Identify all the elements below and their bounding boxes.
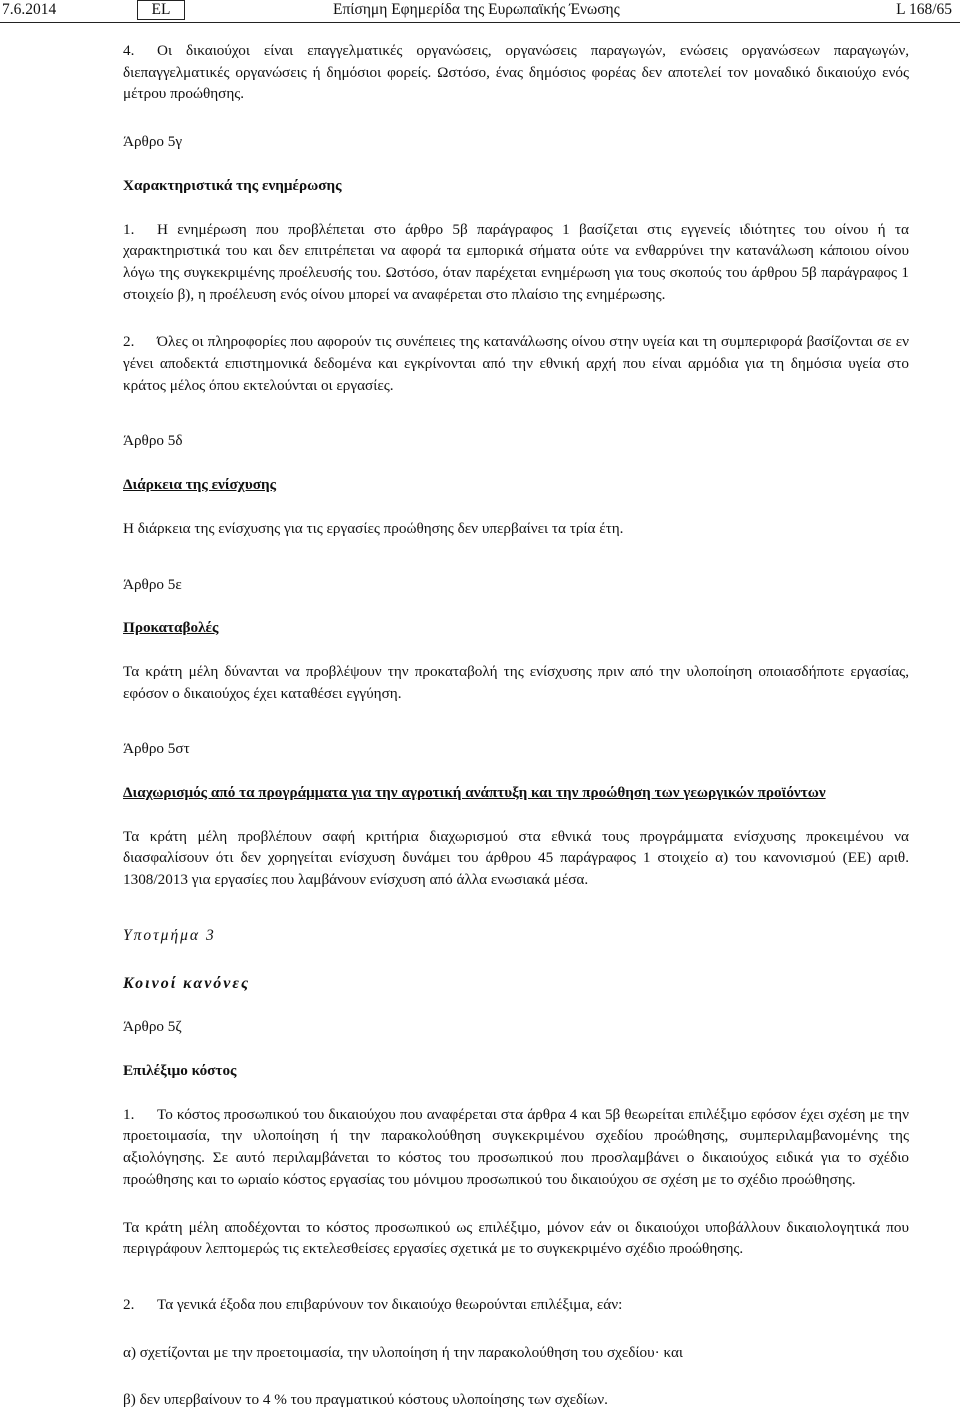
article-5st-text: Τα κράτη μέλη προβλέπουν σαφή κριτήρια διαχωρισμού στα εθνικά τους προγράμματα ενίσχυσης προκειμένου να διασφαλίσουν ότι δεν χορηγείται ενίσχυση δυνάμει του άρθρου 45 παράγραφος 1 στοιχείο α) του κανονισμού (ΕΕ) αριθ. 1308/2013 για εργασίες που λαμβάνουν ενίσχυση από άλλα ενωσιακά μέσα. bbox=[123, 827, 909, 889]
article-5z-para-1b: Τα κράτη μέλη αποδέχονται το κόστος προσωπικού ως επιλέξιμο, μόνον εάν οι δικαιούχοι υποβάλλουν δικαιολογητικά που περιγράφουν λεπτομερώς τις εκτελεσθείσες εργασίες σχετικά με το συγκεκριμένο σχέδιο προώθησης. bbox=[123, 1218, 909, 1258]
header-date: 7.6.2014 bbox=[2, 1, 57, 18]
paragraph-text: Τα γενικά έξοδα που επιβαρύνουν τον δικαιούχο θεωρούνται επιλέξιμα, εάν: bbox=[157, 1295, 623, 1313]
page-header bbox=[0, 0, 960, 23]
header-page-number: L 168/65 bbox=[896, 1, 952, 18]
paragraph-text: Όλες οι πληροφορίες που αφορούν τις συνέπειες της κατανάλωσης οίνου στην υγεία και τη συμπεριφορά βασίζονται σε εν γένει αποδεκτά επιστημονικά δεδομένα και εγκρίνονται από την εθνική αρχή που είναι αρμόδια για τη δημόσια υγεία στο κράτος μέλος όπου εκτελούνται οι εργασίες. bbox=[123, 333, 909, 394]
paragraph-number: 1. bbox=[123, 1105, 135, 1123]
article-5st-title: Διαχωρισμός από τα προγράμματα για την αγροτική ανάπτυξη και την προώθηση των γεωργικών προϊόντων bbox=[123, 784, 826, 802]
article-5z-title: Επιλέξιμο κόστος bbox=[123, 1061, 237, 1079]
article-5e-title: Προκαταβολές bbox=[123, 619, 219, 637]
article-5g-label: Άρθρο 5γ bbox=[123, 133, 183, 151]
subsection-title: Κοινοί κανόνες bbox=[123, 974, 251, 992]
article-5g-para-1 bbox=[123, 219, 909, 306]
paragraph-number: 2. bbox=[123, 1295, 135, 1313]
article-5d-label: Άρθρο 5δ bbox=[123, 432, 183, 450]
paragraph-text: Οι δικαιούχοι είναι επαγγελματικές οργανώσεις, οργανώσεις παραγωγών, ενώσεις οργανώσεων παραγωγών, διεπαγγελματικές οργανώσεις ή δημόσιοι φορείς. Ωστόσο, ένας δημόσιος φορέας δεν αποτελεί τον μοναδικό δικαιούχο ενός μέτρου προώθησης. bbox=[123, 42, 909, 103]
article-5e-text: Τα κράτη μέλη δύνανται να προβλέψουν την προκαταβολή της ενίσχυσης πριν από την υλοποίηση οποιασδήποτε εργασίας, εφόσον ο δικαιούχος έχει καταθέσει εγγύηση. bbox=[123, 662, 909, 702]
article-5st-label: Άρθρο 5στ bbox=[123, 740, 190, 758]
document-body bbox=[123, 40, 909, 1411]
paragraph-4 bbox=[123, 40, 909, 105]
article-5d-title: Διάρκεια της ενίσχυσης bbox=[123, 476, 277, 494]
article-5z-para-2 bbox=[123, 1294, 909, 1316]
paragraph-number: 2. bbox=[123, 333, 135, 351]
header-journal-title: Επίσημη Εφημερίδα της Ευρωπαϊκής Ένωσης bbox=[333, 1, 620, 18]
article-5z-para-1 bbox=[123, 1104, 909, 1191]
article-5d-text: Η διάρκεια της ενίσχυσης για τις εργασίες προώθησης δεν υπερβαίνει τα τρία έτη. bbox=[123, 519, 624, 537]
article-5g-para-2 bbox=[123, 331, 909, 396]
article-5g-title: Χαρακτηριστικά της ενημέρωσης bbox=[123, 176, 342, 194]
paragraph-number: 4. bbox=[123, 42, 135, 59]
paragraph-text: Το κόστος προσωπικού του δικαιούχου που αναφέρεται στα άρθρα 4 και 5β θεωρείται επιλέξιμο εφόσον έχει σχέση με την προετοιμασία, την υλοποίηση ή την παρακολούθηση συγκεκριμένου σχεδίου προώθησης, συμπεριλαμβανομένης της αξιολόγησης. Σε αυτό περιλαμβάνεται το κόστος του προσωπικού που προσλαμβάνει ο δικαιούχος ειδικά για το σχέδιο προώθησης και το ωριαίο κόστος εργασίας του μόνιμου προσωπικού του δικαιούχου σε σχέση με το σχέδιο προώθησης. bbox=[123, 1105, 909, 1188]
subsection-label: Υποτμήμα 3 bbox=[123, 926, 216, 944]
paragraph-text: Η ενημέρωση που προβλέπεται στο άρθρο 5β παράγραφος 1 βασίζεται στις εγγενείς ιδιότητες του οίνου ή τα χαρακτηριστικά του και δεν επιτρέπεται να αφορά τα εμπορικά σήματα ούτε να ενθαρρύνει την κατανάλωση κάποιου οίνου λόγω της συγκεκριμένης προέλευσής του. Ωστόσο, όταν παρέχεται ενημέρωση για τους σκοπούς του άρθρου 5β παράγραφος 1 στοιχείο β), η προέλευση ενός οίνου μπορεί να αναφέρεται στο πλαίσιο της ενημέρωσης. bbox=[123, 220, 909, 303]
paragraph-number: 1. bbox=[123, 220, 135, 238]
list-item-b: β) δεν υπερβαίνουν το 4 % του πραγματικού κόστους υλοποίησης των σχεδίων. bbox=[123, 1391, 608, 1409]
article-5z-label: Άρθρο 5ζ bbox=[123, 1018, 182, 1036]
list-item-a: α) σχετίζονται με την προετοιμασία, την υλοποίηση ή την παρακολούθηση του σχεδίου· και bbox=[123, 1343, 684, 1361]
article-5e-label: Άρθρο 5ε bbox=[123, 575, 182, 593]
header-language-box: EL bbox=[137, 0, 185, 20]
